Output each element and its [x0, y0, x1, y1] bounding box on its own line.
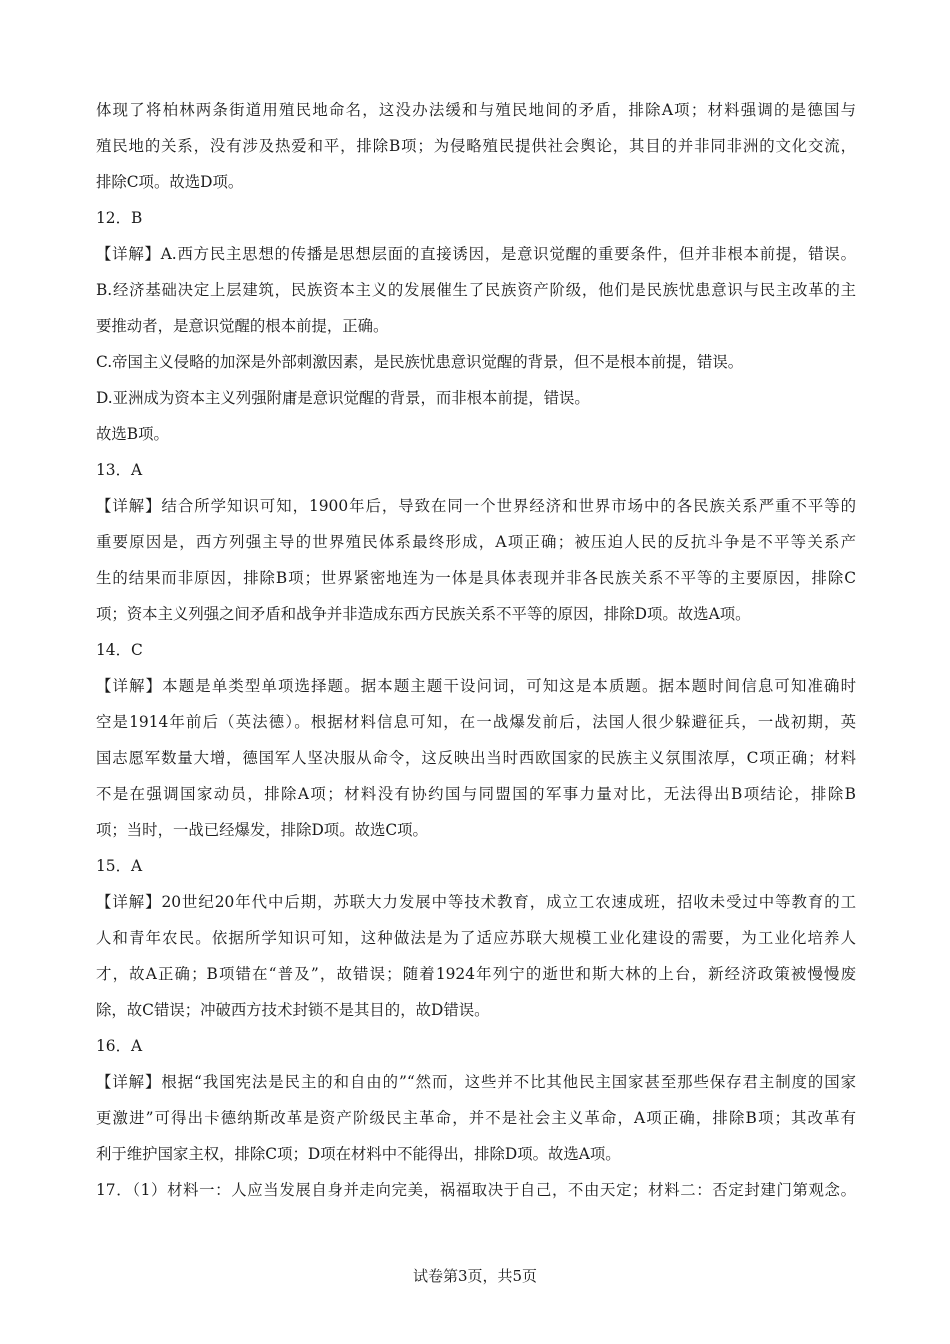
text-line: 空是1914年前后（英法德）。根据材料信息可知，在一战爆发前后，法国人很少躲避征兵，一战初期，英: [96, 713, 856, 731]
text-line: 17．（1）材料一：人应当发展自身并走向完美，祸福取决于自己，不由天定；材料二：否定封建门第观念。: [96, 1181, 856, 1199]
text-line: 体现了将柏林两条街道用殖民地命名，这没办法缓和与殖民地间的矛盾，排除A项；材料强调的是德国与: [96, 101, 856, 119]
text-line: 人和青年农民。依据所学知识可知，这种做法是为了适应苏联大规模工业化建设的需要，为工业化培养人: [96, 929, 856, 947]
text-line: 生的结果而非原因，排除B项；世界紧密地连为一体是具体表现并非各民族关系不平等的主要原因，排除C: [96, 569, 856, 587]
text-line: 【详解】结合所学知识可知，1900年后，导致在同一个世界经济和世界市场中的各民族关系严重不平等的: [96, 497, 856, 515]
text-line: 13．A: [96, 461, 143, 479]
text-line: 国志愿军数量大增，德国军人坚决服从命令，这反映出当时西欧国家的民族主义氛围浓厚，C项正确；材料: [96, 749, 856, 767]
text-line: 15．A: [96, 857, 143, 875]
text-line: 利于维护国家主权，排除C项；D项在材料中不能得出，排除D项。故选A项。: [96, 1145, 621, 1163]
text-line: 更激进”可得出卡德纳斯改革是资产阶级民主革命，并不是社会主义革命，A项正确，排除B项；其改革有: [96, 1109, 856, 1127]
page-footer: 试卷第3页，共5页: [412, 1267, 538, 1285]
text-line: 【详解】本题是单类型单项选择题。据本题主题干设问词，可知这是本质题。据本题时间信息可知准确时: [96, 677, 856, 695]
text-line: B.经济基础决定上层建筑，民族资本主义的发展催生了民族资产阶级，他们是民族忧患意识与民主改革的主: [96, 281, 856, 299]
text-line: C.帝国主义侵略的加深是外部刺激因素，是民族忧患意识觉醒的背景，但不是根本前提，错误。: [96, 353, 744, 371]
text-line: 【详解】20世纪20年代中后期，苏联大力发展中等技术教育，成立工农速成班，招收未受过中等教育的工: [96, 893, 856, 911]
text-line: 故选B项。: [96, 425, 169, 443]
answer-explanation-body: [96, 92, 856, 1208]
text-line: 重要原因是，西方列强主导的世界殖民体系最终形成，A项正确；被压迫人民的反抗斗争是不平等关系产: [96, 533, 856, 551]
text-line: 14．C: [96, 641, 143, 659]
text-line: 要推动者，是意识觉醒的根本前提，正确。: [96, 317, 389, 335]
text-line: 排除C项。故选D项。: [96, 173, 244, 191]
text-line: 项；当时，一战已经爆发，排除D项。故选C项。: [96, 821, 428, 839]
text-line: 【详解】根据“我国宪法是民主的和自由的”“然而，这些并不比其他民主国家甚至那些保存君主制度的国家: [96, 1073, 856, 1091]
text-line: 【详解】A.西方民主思想的传播是思想层面的直接诱因，是意识觉醒的重要条件，但并非根本前提，错误。: [96, 245, 856, 263]
text-line: 不是在强调国家动员，排除A项；材料没有协约国与同盟国的军事力量对比，无法得出B项结论，排除B: [96, 785, 856, 803]
text-line: 12．B: [96, 209, 143, 227]
text-line: 才，故A正确；B项错在“普及”，故错误；随着1924年列宁的逝世和斯大林的上台，新经济政策被慢慢废: [96, 965, 856, 983]
text-line: 除，故C错误；冲破西方技术封锁不是其目的，故D错误。: [96, 1001, 490, 1019]
text-line: D.亚洲成为资本主义列强附庸是意识觉醒的背景，而非根本前提，错误。: [96, 389, 590, 407]
text-line: 项；资本主义列强之间矛盾和战争并非造成东西方民族关系不平等的原因，排除D项。故选A项。: [96, 605, 751, 623]
text-line: 殖民地的关系，没有涉及热爱和平，排除B项；为侵略殖民提供社会舆论，其目的并非同非洲的文化交流，: [96, 137, 856, 155]
text-line: 16．A: [96, 1037, 143, 1055]
